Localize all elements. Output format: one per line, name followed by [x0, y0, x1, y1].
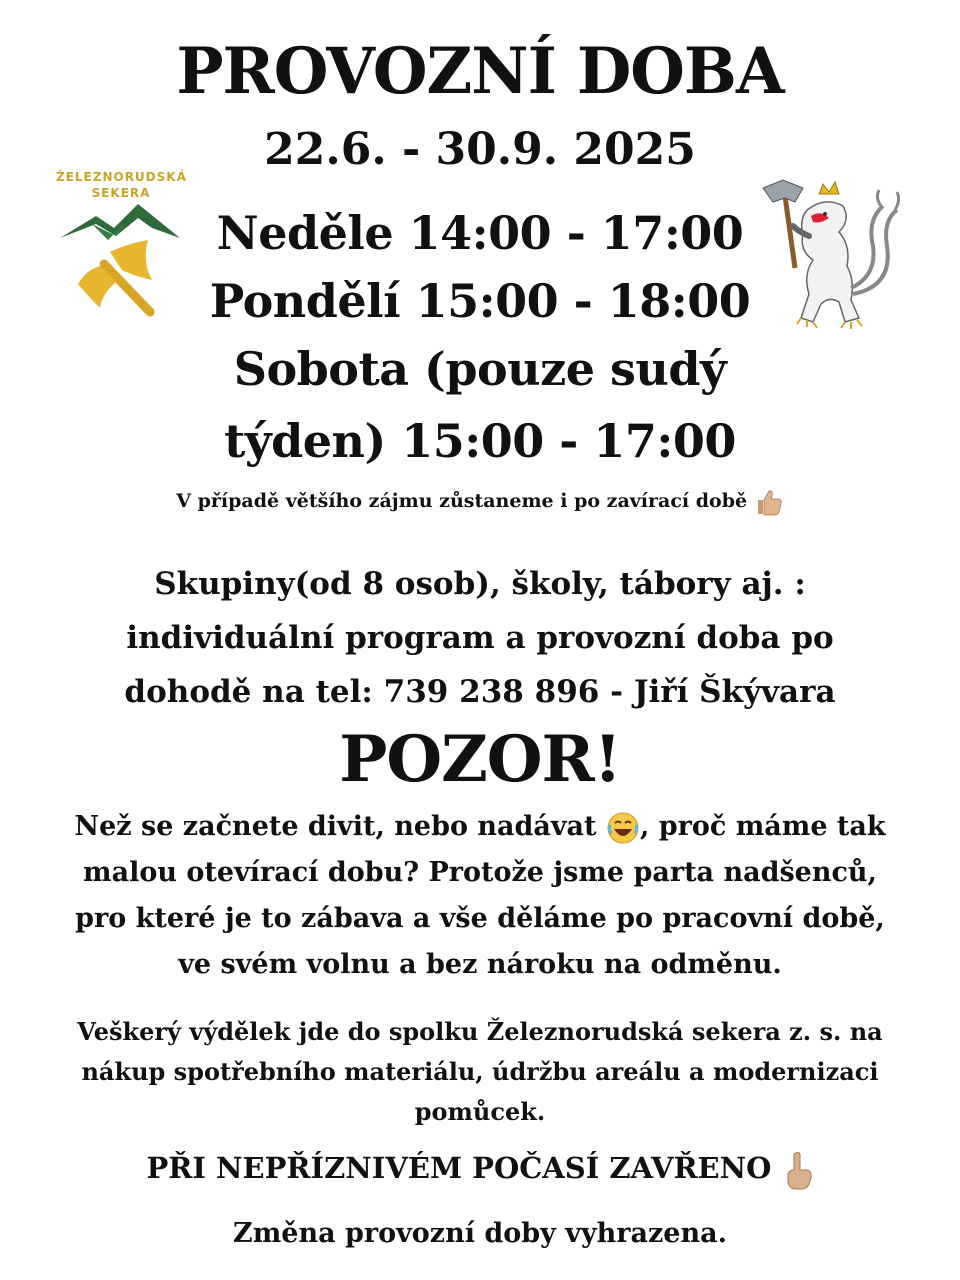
groups-info: [0, 557, 960, 719]
para1-line-2: malou otevírací dobu? Protože jsme parta nadšenců,: [83, 857, 877, 888]
para2-line-3: pomůcek.: [414, 1097, 546, 1126]
para2-line-2: nákup spotřebního materiálu, údržbu areálu a modernizaci: [81, 1057, 879, 1086]
note-text: V případě většího zájmu zůstaneme i po zavírací době: [176, 490, 748, 512]
para1-line-1a: Než se začnete divit, nebo nadávat: [74, 811, 597, 842]
season-dates: 22.6. - 30.9. 2025: [264, 124, 696, 175]
weather-warning: [0, 1150, 960, 1190]
laughing-face-icon: [606, 811, 640, 845]
page-title: PROVOZNÍ DOBA: [176, 34, 784, 109]
para2-line-1: Veškerý výdělek jde do spolku Železnorudská sekera z. s. na: [77, 1017, 883, 1046]
hours-sunday: Neděle 14:00 - 17:00: [216, 206, 744, 260]
para1-line-1: [0, 804, 960, 850]
warning-heading: POZOR!: [339, 722, 621, 797]
hours-saturday-line1: Sobota (pouze sudý: [233, 342, 727, 396]
groups-line-3: dohodě na tel: 739 238 896 - Jiří Škývara: [124, 674, 836, 710]
pointing-up-icon: [782, 1150, 814, 1190]
earnings-paragraph: [0, 1012, 960, 1132]
para1-line-1b: , proč máme tak: [639, 811, 886, 842]
change-reserved-note: Změna provozní doby vyhrazena.: [232, 1218, 728, 1249]
thumbs-up-icon: [754, 488, 784, 516]
logo-text-line1: ŽELEZNORUDSKÁ: [56, 170, 187, 184]
weather-text: PŘI NEPŘÍZNIVÉM POČASÍ ZAVŘENO: [146, 1151, 772, 1185]
logo-text-line2: SEKERA: [91, 186, 151, 200]
groups-line-1: Skupiny(od 8 osob), školy, tábory aj. :: [154, 566, 806, 602]
para1-line-4: ve svém volnu a bez nároku na odměnu.: [178, 949, 782, 980]
para1-line-3: pro které je to zábava a vše děláme po pracovní době,: [75, 903, 885, 934]
hours-monday: Pondělí 15:00 - 18:00: [209, 274, 751, 328]
hours-saturday-line2: týden) 15:00 - 17:00: [224, 414, 736, 468]
groups-line-2: individuální program a provozní doba po: [126, 620, 834, 656]
explanation-paragraph: [0, 804, 960, 988]
extended-hours-note: [0, 488, 960, 516]
